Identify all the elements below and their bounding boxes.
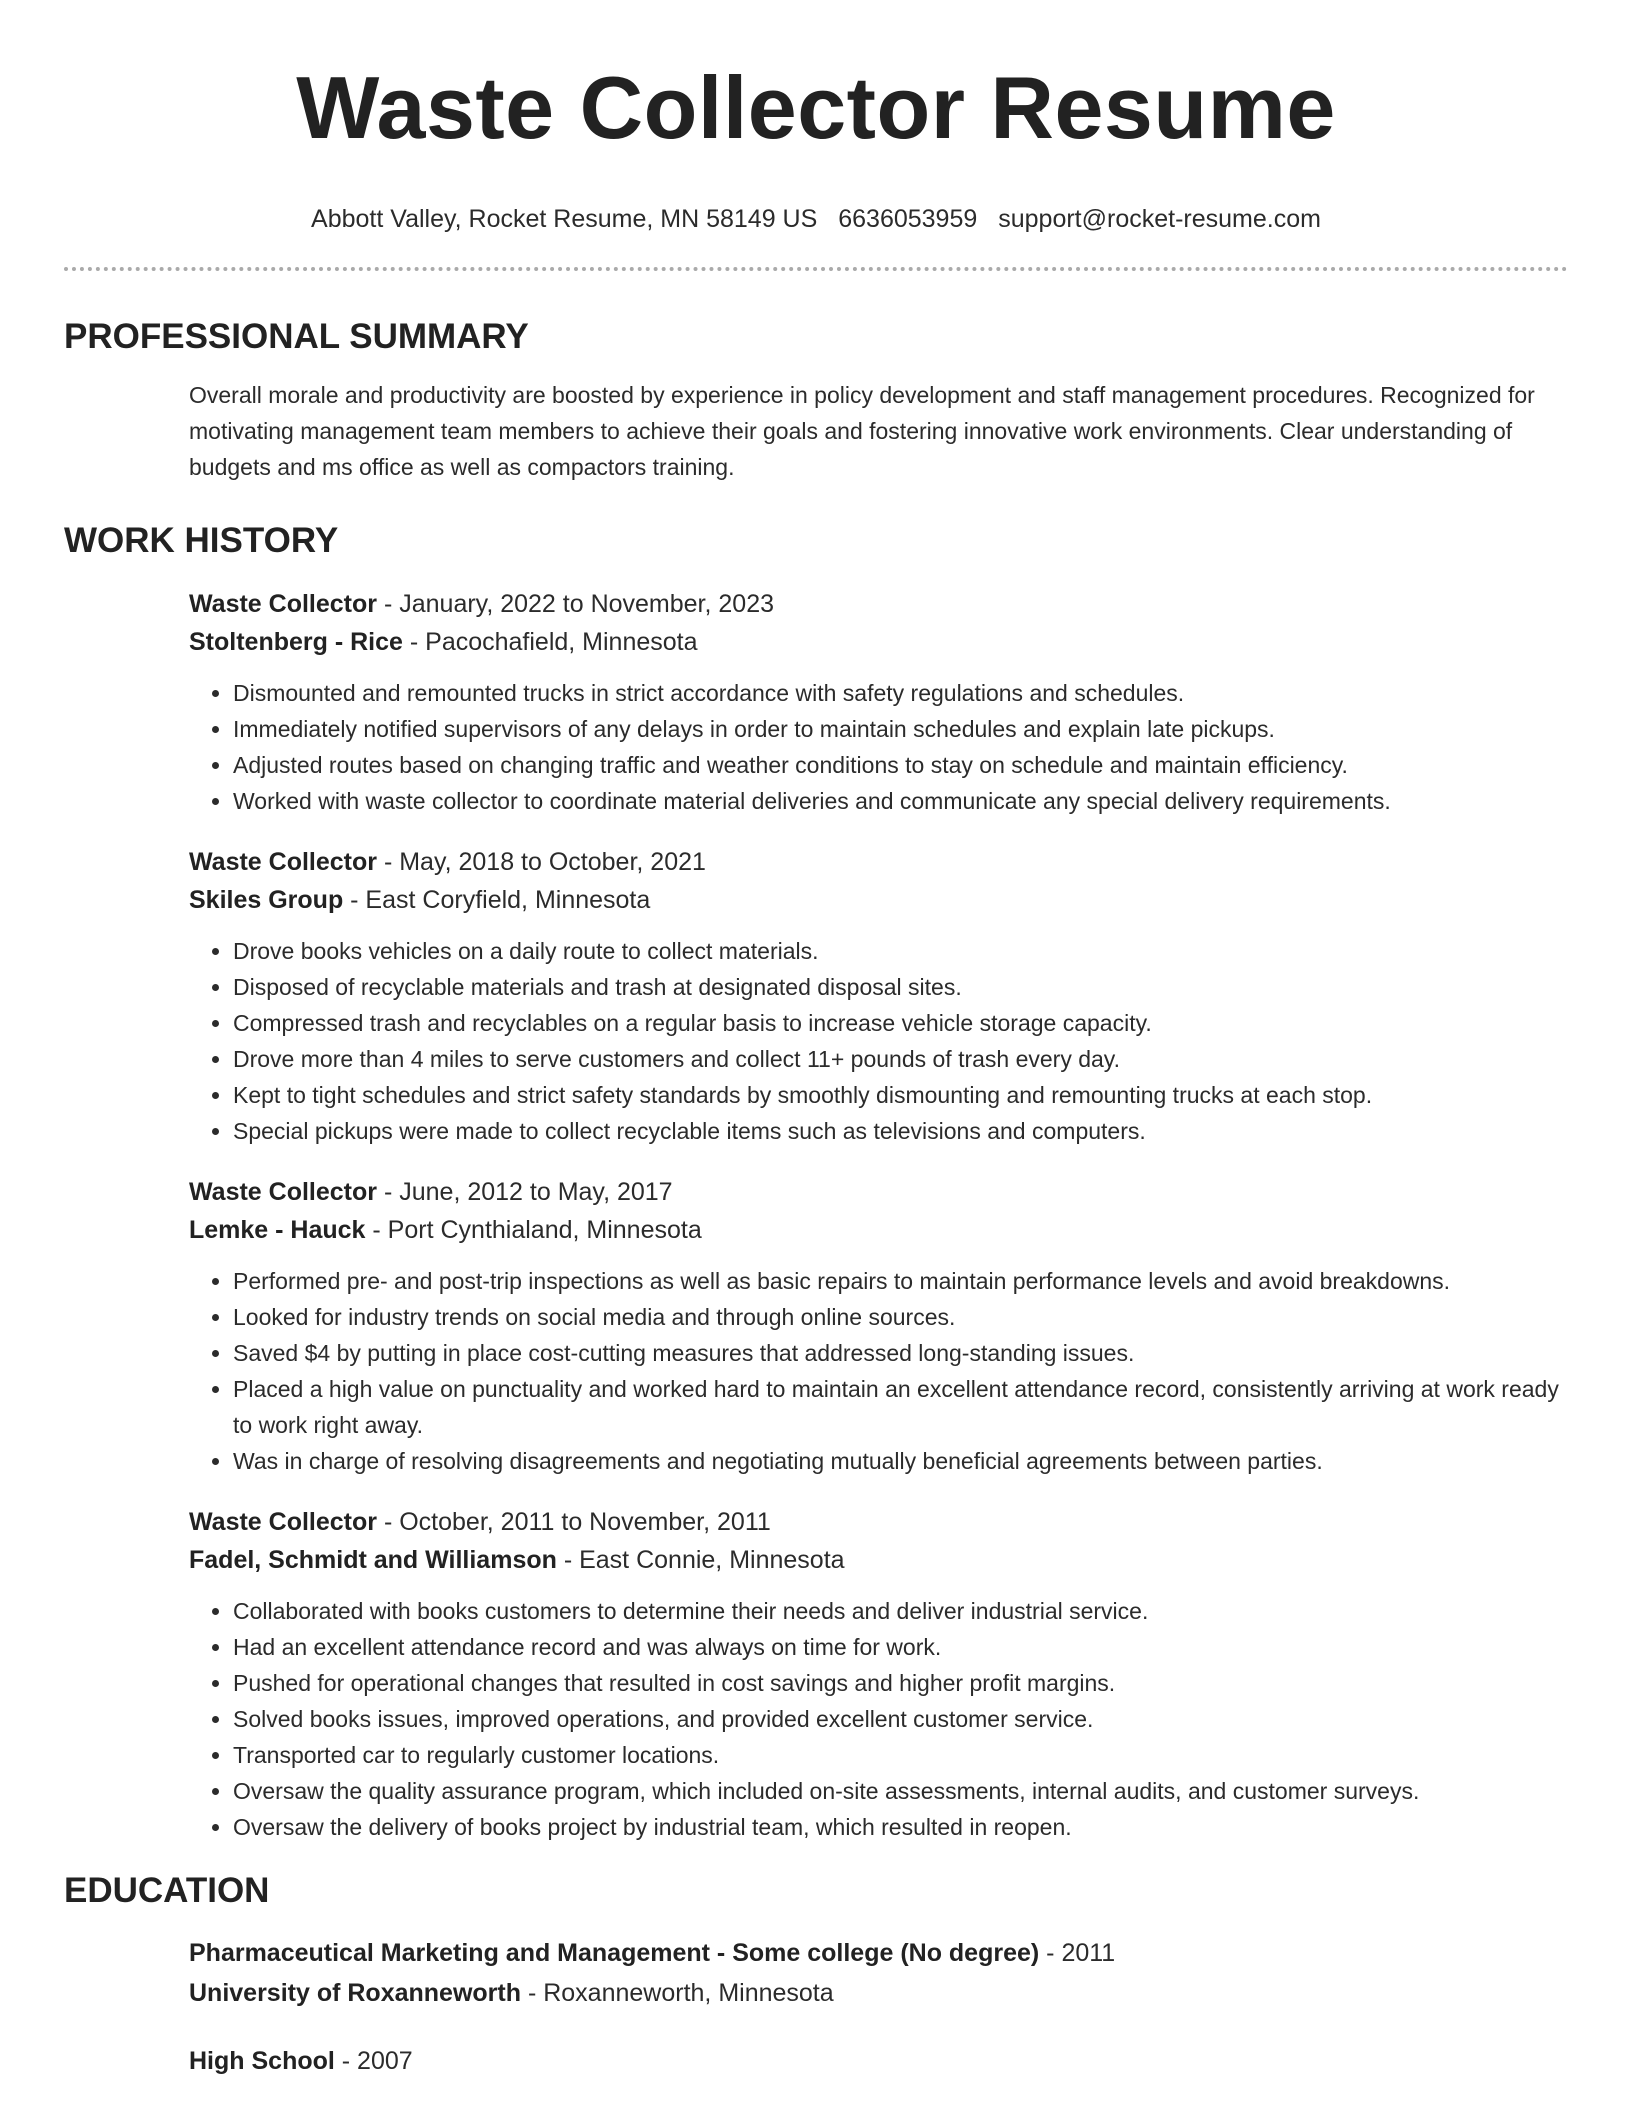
job-bullet: • Transported car to regularly customer locations. [233,1737,1569,1773]
job-bullet: • Looked for industry trends on social media and through online sources. [233,1299,1569,1335]
job-bullet: • Disposed of recyclable materials and trash at designated disposal sites. [233,969,1569,1005]
job-title-line [189,1503,1569,1541]
job-bullet: • Pushed for operational changes that resulted in cost savings and higher profit margins. [233,1665,1569,1701]
job-location: - East Connie, Minnesota [556,1546,845,1574]
job-company-line [189,1211,1569,1249]
job-bullet: • Drove more than 4 miles to serve customers and collect 11+ pounds of trash every day. [233,1041,1569,1077]
job-bullet: • Immediately notified supervisors of any delays in order to maintain schedules and explain late pickups. [233,711,1569,747]
contact-line [0,204,1632,234]
job-bullet: • Performed pre- and post-trip inspections as well as basic repairs to maintain performance levels and avoid breakdowns. [233,1263,1569,1299]
education-location: - Roxanneworth, Minnesota [521,1979,834,2007]
education-school-line [189,1973,1569,2013]
job-bullet: • Compressed trash and recyclables on a regular basis to increase vehicle storage capacity. [233,1005,1569,1041]
job-bullet: • Oversaw the delivery of books project by industrial team, which resulted in reopen. [233,1809,1569,1845]
summary-text: Overall morale and productivity are boosted by experience in policy development and staff management procedures. Recognized for motivating management team members to achieve their goals and fostering innovative work environments. Clear understanding of budgets and ms office as well as compactors training. [189,382,1535,480]
job-bullet: • Saved $4 by putting in place cost-cutting measures that addressed long-standing issues. [233,1335,1569,1371]
job-dates: - May, 2018 to October, 2021 [377,848,706,876]
job-bullet: • Drove books vehicles on a daily route to collect materials. [233,933,1569,969]
job-entry [189,1173,1569,1479]
job-title-line [189,1173,1569,1211]
education-degree: High School [189,2047,335,2075]
job-title-line [189,843,1569,881]
job-role: Waste Collector [189,590,378,618]
job-bullet: • Dismounted and remounted trucks in strict accordance with safety regulations and schedules. [233,675,1569,711]
job-location: - East Coryfield, Minnesota [343,886,651,914]
contact-address: Abbott Valley, Rocket Resume, MN 58149 US [311,205,818,233]
education-year: - 2007 [334,2047,413,2075]
education-entry [189,1933,1569,2013]
resume-title: Waste Collector Resume [296,58,1336,157]
section-title-education: EDUCATION [64,1871,270,1910]
education-school: University of Roxanneworth [189,1979,521,2007]
job-bullet: • Had an excellent attendance record and was always on time for work. [233,1629,1569,1665]
job-company: Fadel, Schmidt and Williamson [189,1546,557,1574]
job-dates: - January, 2022 to November, 2023 [377,590,775,618]
job-dates: - June, 2012 to May, 2017 [377,1178,673,1206]
job-bullet: • Special pickups were made to collect recyclable items such as televisions and computers. [233,1113,1569,1149]
job-company-line [189,623,1569,661]
job-bullet: • Kept to tight schedules and strict safety standards by smoothly dismounting and remounting trucks at each stop. [233,1077,1569,1113]
job-dates: - October, 2011 to November, 2011 [377,1508,771,1536]
job-bullets [189,933,1569,1149]
header-divider [64,267,1568,271]
job-bullet: • Was in charge of resolving disagreements and negotiating mutually beneficial agreements between parties. [233,1443,1569,1479]
job-location: - Pacochafield, Minnesota [402,628,698,656]
job-entry [189,1503,1569,1845]
job-company: Stoltenberg - Rice [189,628,403,656]
job-company: Lemke - Hauck [189,1216,366,1244]
job-title-line [189,585,1569,623]
section-title-work: WORK HISTORY [64,521,339,560]
job-entry [189,585,1569,819]
job-bullet: • Adjusted routes based on changing traffic and weather conditions to stay on schedule and maintain efficiency. [233,747,1569,783]
job-bullet: • Solved books issues, improved operations, and provided excellent customer service. [233,1701,1569,1737]
job-company-line [189,1541,1569,1579]
job-role: Waste Collector [189,848,378,876]
job-bullets [189,675,1569,819]
job-company: Skiles Group [189,886,344,914]
job-company-line [189,881,1569,919]
education-entry [189,2041,1569,2081]
education-year: - 2011 [1039,1939,1116,1967]
section-title-summary: PROFESSIONAL SUMMARY [64,317,529,356]
job-location: - Port Cynthialand, Minnesota [365,1216,702,1244]
education-degree-line [189,2041,1569,2081]
job-bullets [189,1263,1569,1479]
job-entry [189,843,1569,1149]
contact-phone: 6636053959 [838,205,978,233]
job-role: Waste Collector [189,1178,378,1206]
job-bullet: • Worked with waste collector to coordinate material deliveries and communicate any special delivery requirements. [233,783,1569,819]
job-bullet: • Collaborated with books customers to determine their needs and deliver industrial service. [233,1593,1569,1629]
job-bullets [189,1593,1569,1845]
education-degree-line [189,1933,1569,1973]
education-degree: Pharmaceutical Marketing and Management - Some college (No degree) [189,1939,1040,1967]
job-role: Waste Collector [189,1508,378,1536]
job-bullet: • Placed a high value on punctuality and worked hard to maintain an excellent attendance record, consistently arriving at work ready to work right away. [233,1371,1569,1443]
contact-email: support@rocket-resume.com [998,205,1321,233]
job-bullet: • Oversaw the quality assurance program, which included on-site assessments, internal audits, and customer surveys. [233,1773,1569,1809]
